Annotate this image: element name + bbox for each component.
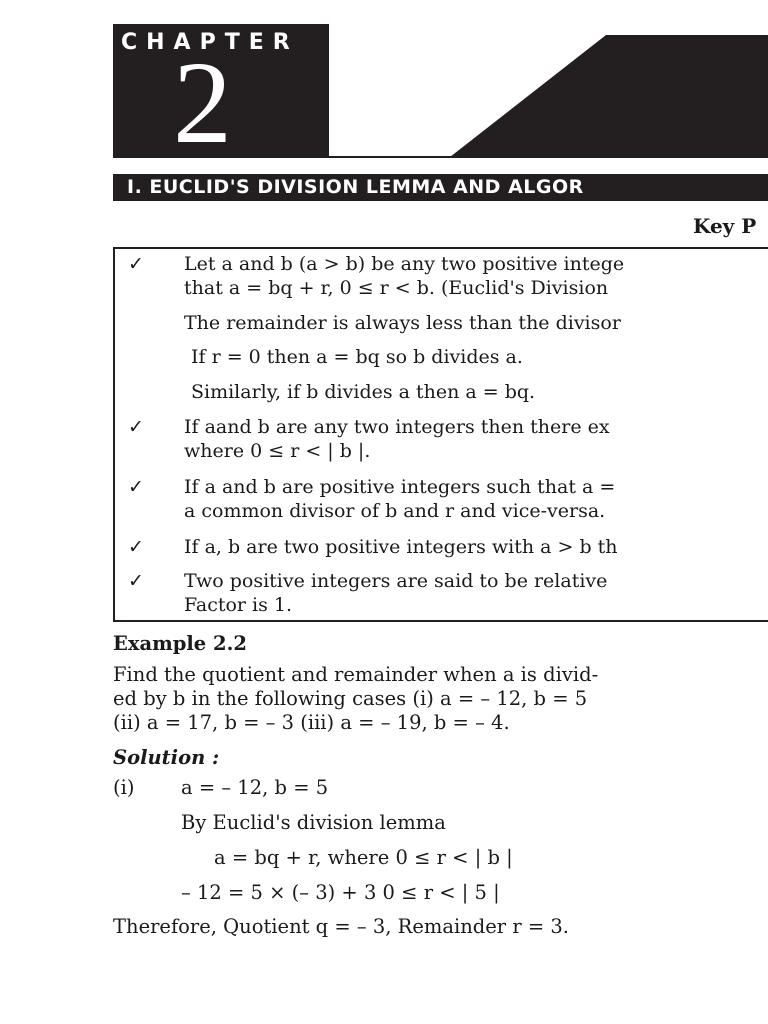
key-point-line: a common divisor of b and r and vice-versa.	[184, 500, 606, 522]
check-icon: ✓	[128, 416, 144, 438]
key-point-line: where 0 ≤ r < | b |.	[184, 440, 371, 462]
section-title-bar	[113, 174, 768, 201]
check-icon: ✓	[128, 536, 144, 558]
equation-line: a = bq + r, where 0 ≤ r < | b |	[214, 846, 513, 869]
key-points-box	[113, 247, 768, 622]
key-point-line: If aand b are any two integers then there ex	[184, 416, 610, 438]
part-label: (i)	[113, 776, 135, 799]
example-question-line: Find the quotient and remainder when a is divid-	[113, 663, 599, 686]
equation-line: – 12 = 5 × (– 3) + 3 0 ≤ r < | 5 |	[181, 881, 500, 904]
section-title: I. EUCLID'S DIVISION LEMMA AND ALGOR	[127, 176, 584, 198]
chapter-label-box	[113, 24, 329, 168]
key-points-heading: Key P	[693, 214, 757, 238]
key-point-line: Factor is 1.	[184, 594, 293, 616]
lemma-line: By Euclid's division lemma	[181, 811, 446, 834]
example-title: Example 2.2	[113, 632, 247, 655]
solution-label: Solution :	[113, 746, 220, 769]
key-point-line: The remainder is always less than the divisor	[184, 312, 621, 334]
example-question-line: (ii) a = 17, b = – 3 (iii) a = – 19, b = – 4.	[113, 711, 510, 734]
key-point-line: Two positive integers are said to be relative	[184, 570, 608, 592]
check-icon: ✓	[128, 253, 144, 275]
chapter-number: 2	[173, 37, 232, 168]
chapter-word: CHAPTER	[121, 30, 299, 55]
example-question-line: ed by b in the following cases (i) a = – 12, b = 5	[113, 687, 588, 710]
check-icon: ✓	[128, 570, 144, 592]
conclusion-line: Therefore, Quotient q = – 3, Remainder r = 3.	[113, 915, 569, 938]
part-values: a = – 12, b = 5	[181, 776, 329, 799]
check-icon: ✓	[128, 476, 144, 498]
key-point-line: If a and b are positive integers such that a =	[184, 476, 616, 498]
key-point-line: If r = 0 then a = bq so b divides a.	[191, 346, 523, 368]
key-point-line: that a = bq + r, 0 ≤ r < b. (Euclid's Division	[184, 277, 609, 299]
key-point-line: If a, b are two positive integers with a > b th	[184, 536, 618, 558]
key-point-line: Similarly, if b divides a then a = bq.	[191, 381, 536, 403]
key-point-line: Let a and b (a > b) be any two positive intege	[184, 253, 625, 275]
